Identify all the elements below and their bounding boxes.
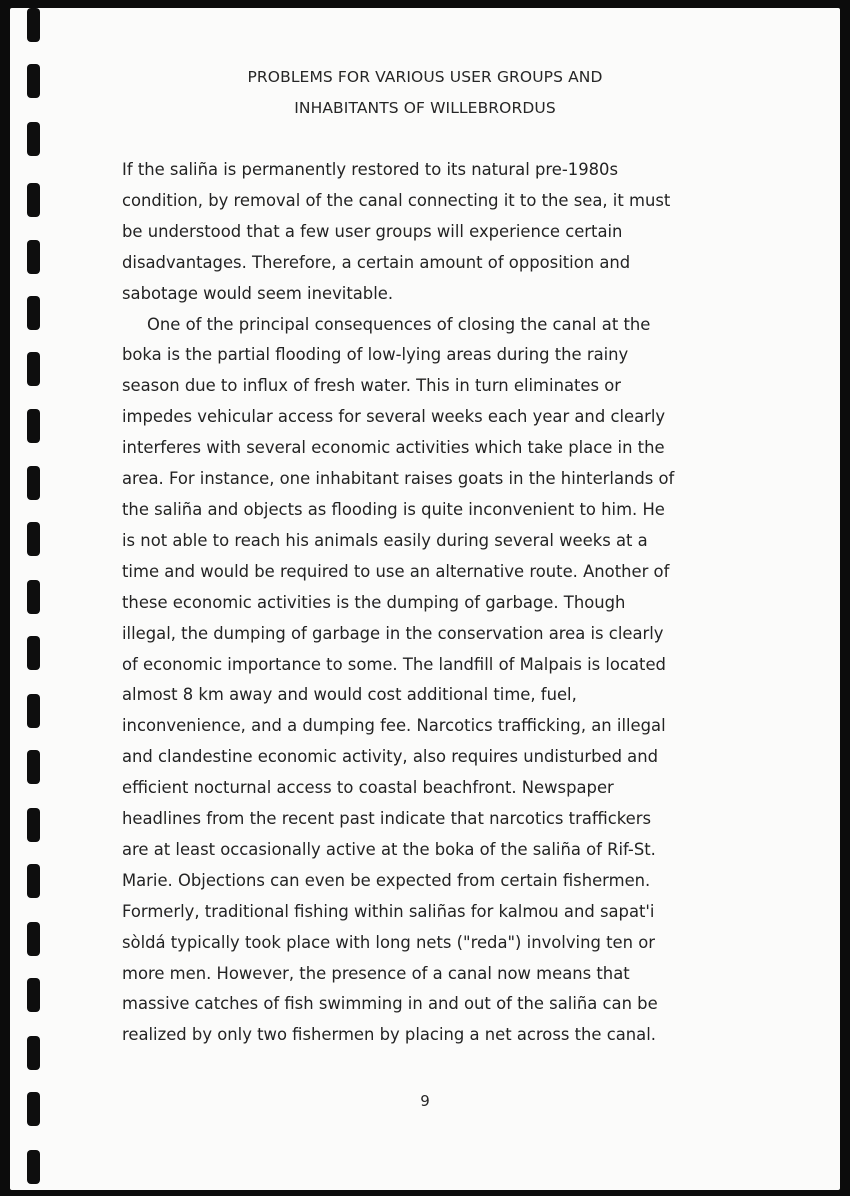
text-line: more men. However, the presence of a canal now means that <box>122 963 630 983</box>
binding-hole <box>27 522 40 556</box>
body-text <box>122 155 718 1051</box>
text-line: sòldá typically took place with long nets ("reda") involving ten or <box>122 932 655 952</box>
text-line: headlines from the recent past indicate that narcotics traffickers <box>122 809 652 829</box>
text-line: sabotage would seem inevitable. <box>122 283 394 303</box>
binding-hole <box>27 694 40 728</box>
binding-hole <box>27 636 40 670</box>
text-line: Marie. Objections can even be expected from certain fishermen. <box>122 870 651 890</box>
text-line: season due to influx of fresh water. This in turn eliminates or <box>122 376 622 396</box>
binding-hole <box>27 240 40 274</box>
binding-hole <box>27 808 40 842</box>
text-line: the saliña and objects as flooding is quite inconvenient to him. He <box>122 499 665 519</box>
text-line: boka is the partial flooding of low-lying areas during the rainy <box>122 345 629 365</box>
text-line: of economic importance to some. The landfill of Malpais is located <box>122 654 666 674</box>
text-line: interferes with several economic activities which take place in the <box>122 438 665 458</box>
text-line: are at least occasionally active at the boka of the saliña of Rif-St. <box>122 839 656 859</box>
text-line: these economic activities is the dumping of garbage. Though <box>122 592 626 612</box>
binding-hole <box>27 922 40 956</box>
binding-hole <box>27 466 40 500</box>
binding-hole <box>27 978 40 1012</box>
text-line: If the saliña is permanently restored to its natural pre-1980s <box>122 160 619 179</box>
text-line: is not able to reach his animals easily during several weeks at a <box>122 530 648 550</box>
binding-hole <box>27 296 40 330</box>
text-line: and clandestine economic activity, also requires undisturbed and <box>122 747 659 767</box>
text-line: impedes vehicular access for several weeks each year and clearly <box>122 407 666 427</box>
binding-hole <box>27 409 40 443</box>
text-line: disadvantages. Therefore, a certain amount of opposition and <box>122 252 631 272</box>
title-line: INHABITANTS OF WILLEBRORDUS <box>294 99 556 117</box>
paragraph-1 <box>122 155 718 310</box>
text-line: massive catches of fish swimming in and out of the saliña can be <box>122 994 658 1014</box>
page-number: 9 <box>420 1092 430 1110</box>
binding-hole <box>27 750 40 784</box>
text-line: inconvenience, and a dumping fee. Narcotics trafficking, an illegal <box>122 716 666 736</box>
binding-hole <box>27 183 40 217</box>
binding-hole <box>27 1150 40 1184</box>
title-line: PROBLEMS FOR VARIOUS USER GROUPS AND <box>247 68 603 86</box>
text-line: Formerly, traditional fishing within saliñas for kalmou and sapat'i <box>122 901 655 921</box>
binding-hole <box>27 8 40 42</box>
text-line: One of the principal consequences of closing the canal at the <box>147 314 651 334</box>
binding-hole <box>27 1036 40 1070</box>
binding-hole <box>27 352 40 386</box>
text-line: be understood that a few user groups will experience certain <box>122 221 623 241</box>
text-line: efficient nocturnal access to coastal beachfront. Newspaper <box>122 778 614 798</box>
text-line: almost 8 km away and would cost additional time, fuel, <box>122 685 577 705</box>
text-line: realized by only two fishermen by placing a net across the canal. <box>122 1025 656 1045</box>
binding-hole <box>27 864 40 898</box>
text-line: illegal, the dumping of garbage in the conservation area is clearly <box>122 623 664 643</box>
binding-hole <box>27 580 40 614</box>
paragraph-2 <box>122 310 718 1052</box>
text-line: area. For instance, one inhabitant raises goats in the hinterlands of <box>122 469 675 489</box>
spiral-binding <box>0 0 40 1196</box>
binding-hole <box>27 122 40 156</box>
text-line: condition, by removal of the canal connecting it to the sea, it must <box>122 190 671 210</box>
text-line: time and would be required to use an alternative route. Another of <box>122 561 670 581</box>
